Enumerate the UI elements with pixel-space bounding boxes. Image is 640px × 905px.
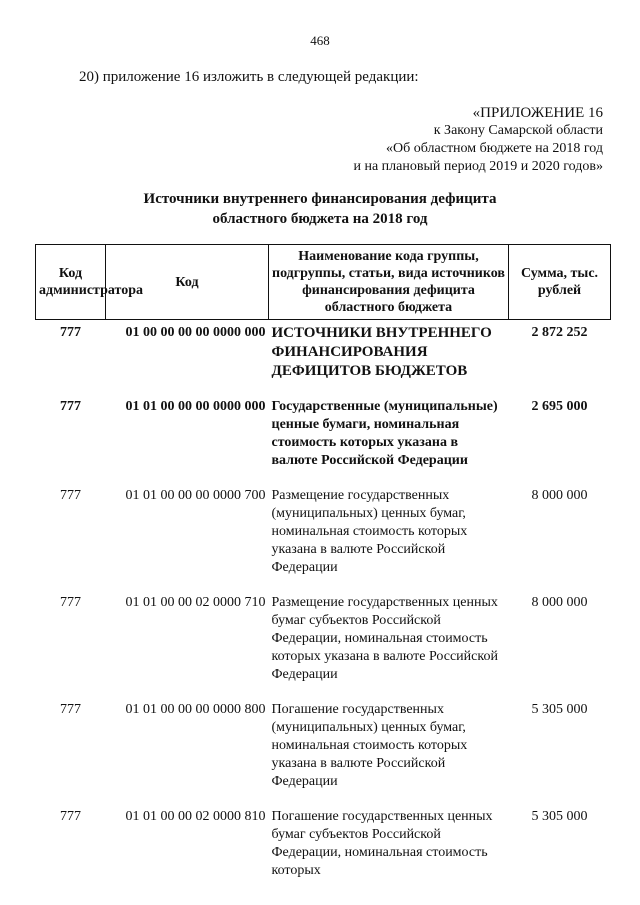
row-code: 01 01 00 00 02 0000 810 bbox=[125, 809, 266, 824]
table-row bbox=[36, 701, 611, 808]
appendix-line-1: к Закону Самарской области bbox=[433, 123, 603, 138]
row-admin: 777 bbox=[60, 399, 81, 414]
row-name: Размещение государственных (муниципальных) ценных бумаг, номинальная стоимость которых указана в валюте Российской Федерации bbox=[271, 488, 468, 575]
table-title-line-2: областного бюджета на 2018 год bbox=[212, 211, 428, 227]
page-number: 468 bbox=[310, 33, 330, 48]
table-title-line-1: Источники внутреннего финансирования дефицита bbox=[143, 191, 497, 207]
row-name: ИСТОЧНИКИ ВНУТРЕННЕГО ФИНАНСИРОВАНИЯ ДЕФИЦИТОВ БЮДЖЕТОВ bbox=[271, 325, 492, 379]
row-admin: 777 bbox=[60, 595, 81, 610]
row-code: 01 01 00 00 00 0000 700 bbox=[125, 488, 266, 503]
table-row bbox=[36, 487, 611, 594]
header-code: Код bbox=[106, 245, 269, 320]
row-code: 01 01 00 00 00 0000 000 bbox=[125, 399, 266, 414]
table-row bbox=[36, 808, 611, 897]
row-admin: 777 bbox=[60, 325, 81, 340]
row-sum: 2 695 000 bbox=[531, 399, 588, 414]
row-admin: 777 bbox=[60, 702, 81, 717]
appendix-line-2: «Об областном бюджете на 2018 год bbox=[386, 141, 603, 156]
table-title bbox=[0, 189, 640, 229]
appendix-line-3: и на плановый период 2019 и 2020 годов» bbox=[353, 159, 603, 174]
row-admin: 777 bbox=[60, 809, 81, 824]
financing-sources-table bbox=[35, 244, 611, 897]
header-admin: Код администратора bbox=[36, 245, 106, 320]
row-sum: 2 872 252 bbox=[531, 325, 588, 340]
row-code: 01 01 00 00 00 0000 800 bbox=[125, 702, 266, 717]
intro-text: 20) приложение 16 изложить в следующей редакции: bbox=[79, 69, 419, 85]
row-name: Государственные (муниципальные) ценные бумаги, номинальная стоимость которых указана в валюте Российской Федерации bbox=[271, 399, 498, 468]
appendix-title: «ПРИЛОЖЕНИЕ 16 bbox=[472, 105, 603, 121]
row-sum: 5 305 000 bbox=[531, 809, 588, 824]
row-admin: 777 bbox=[60, 488, 81, 503]
row-name: Размещение государственных ценных бумаг субъектов Российской Федерации, номинальная стоимость которых указана в валюте Российской Федерации bbox=[271, 595, 498, 682]
row-name: Погашение государственных (муниципальных) ценных бумаг, номинальная стоимость которых указана в валюте Российской Федерации bbox=[271, 702, 468, 789]
header-name: Наименование кода группы, подгруппы, статьи, вида источников финансирования дефицита областного бюджета bbox=[269, 245, 509, 320]
header-sum: Сумма, тыс. рублей bbox=[509, 245, 611, 320]
row-name: Погашение государственных ценных бумаг субъектов Российской Федерации, номинальная стоимость которых bbox=[271, 809, 493, 878]
row-code: 01 01 00 00 02 0000 710 bbox=[125, 595, 266, 610]
appendix-header bbox=[353, 104, 603, 176]
row-code: 01 00 00 00 00 0000 000 bbox=[125, 325, 266, 340]
table-row bbox=[36, 320, 611, 399]
row-sum: 5 305 000 bbox=[531, 702, 588, 717]
table-row bbox=[36, 594, 611, 701]
row-sum: 8 000 000 bbox=[531, 488, 588, 503]
table-row bbox=[36, 398, 611, 487]
row-sum: 8 000 000 bbox=[531, 595, 588, 610]
table-header-row bbox=[36, 245, 611, 320]
